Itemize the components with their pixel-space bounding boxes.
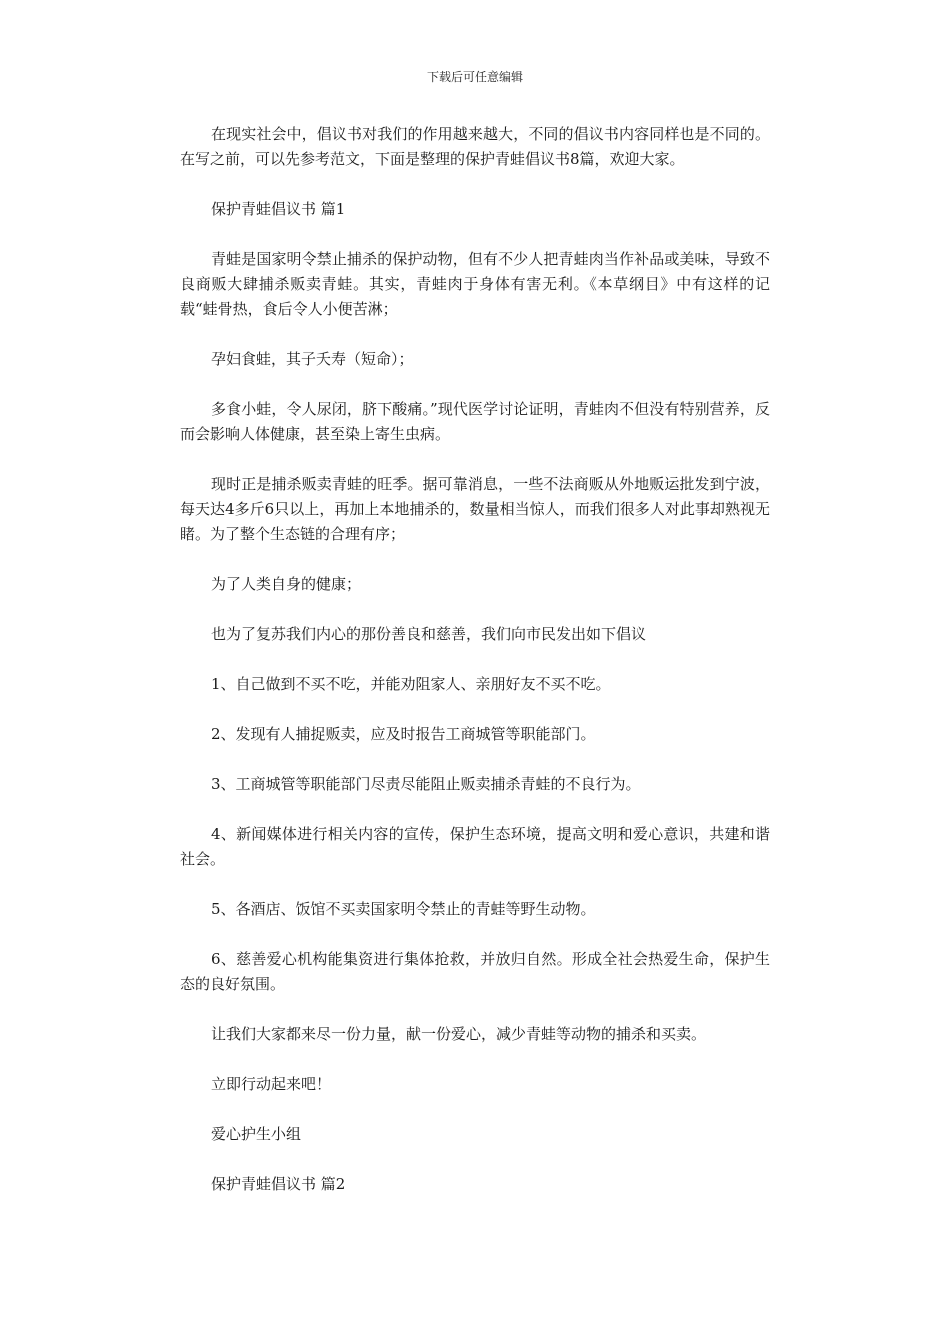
proposal-item-5: 5、各酒店、饭馆不买卖国家明令禁止的青蛙等野生动物。 [211, 900, 596, 918]
proposal-item-1: 1、自己做到不买不吃，并能劝阻家人、亲朋好友不买不吃。 [211, 675, 611, 693]
body-paragraph: 也为了复苏我们内心的那份善良和慈善，我们向市民发出如下倡议 [211, 625, 647, 643]
body-paragraph: 现时正是捕杀贩卖青蛙的旺季。据可靠消息，一些不法商贩从外地贩运批发到宁波，每天达4多斤6只以上，再加上本地捕杀的，数量相当惊人，而我们很多人对此事却熟视无睹。为了整个生态链的合理有序； [180, 475, 770, 543]
proposal-item-2: 2、发现有人捕捉贩卖，应及时报告工商城管等职能部门。 [211, 725, 596, 743]
intro-paragraph: 在现实社会中，倡议书对我们的作用越来越大，不同的倡议书内容同样也是不同的。在写之前，可以先参考范文，下面是整理的保护青蛙倡议书8篇，欢迎大家。 [180, 125, 770, 168]
body-paragraph: 为了人类自身的健康； [211, 575, 362, 593]
body-paragraph: 孕妇食蛙，其子夭寿（短命）； [211, 350, 414, 368]
section-heading-2: 保护青蛙倡议书 篇2 [211, 1175, 346, 1193]
call-to-action: 立即行动起来吧！ [211, 1075, 332, 1093]
body-paragraph: 青蛙是国家明令禁止捕杀的保护动物，但有不少人把青蛙肉当作补品或美味，导致不良商贩大肆捕杀贩卖青蛙。其实，青蛙肉于身体有害无利。《本草纲目》中有这样的记载“蛙骨热，食后令人小便苦淋； [180, 250, 770, 318]
closing-paragraph: 让我们大家都来尽一份力量，献一份爱心，减少青蛙等动物的捕杀和买卖。 [211, 1025, 707, 1043]
document-body [180, 122, 770, 1222]
section-heading-1: 保护青蛙倡议书 篇1 [211, 200, 346, 218]
proposal-item-3: 3、工商城管等职能部门尽责尽能阻止贩卖捕杀青蛙的不良行为。 [211, 775, 641, 793]
page-header: 下载后可任意编辑 [426, 70, 523, 84]
proposal-item-4: 4、新闻媒体进行相关内容的宣传，保护生态环境，提高文明和爱心意识，共建和谐社会。 [180, 825, 770, 868]
proposal-item-6: 6、慈善爱心机构能集资进行集体抢救，并放归自然。形成全社会热爱生命，保护生态的良好氛围。 [180, 950, 770, 993]
body-paragraph: 多食小蛙，令人尿闭，脐下酸痛。”现代医学讨论证明，青蛙肉不但没有特别营养，反而会影响人体健康，甚至染上寄生虫病。 [180, 400, 770, 443]
signature-group: 爱心护生小组 [211, 1125, 302, 1143]
